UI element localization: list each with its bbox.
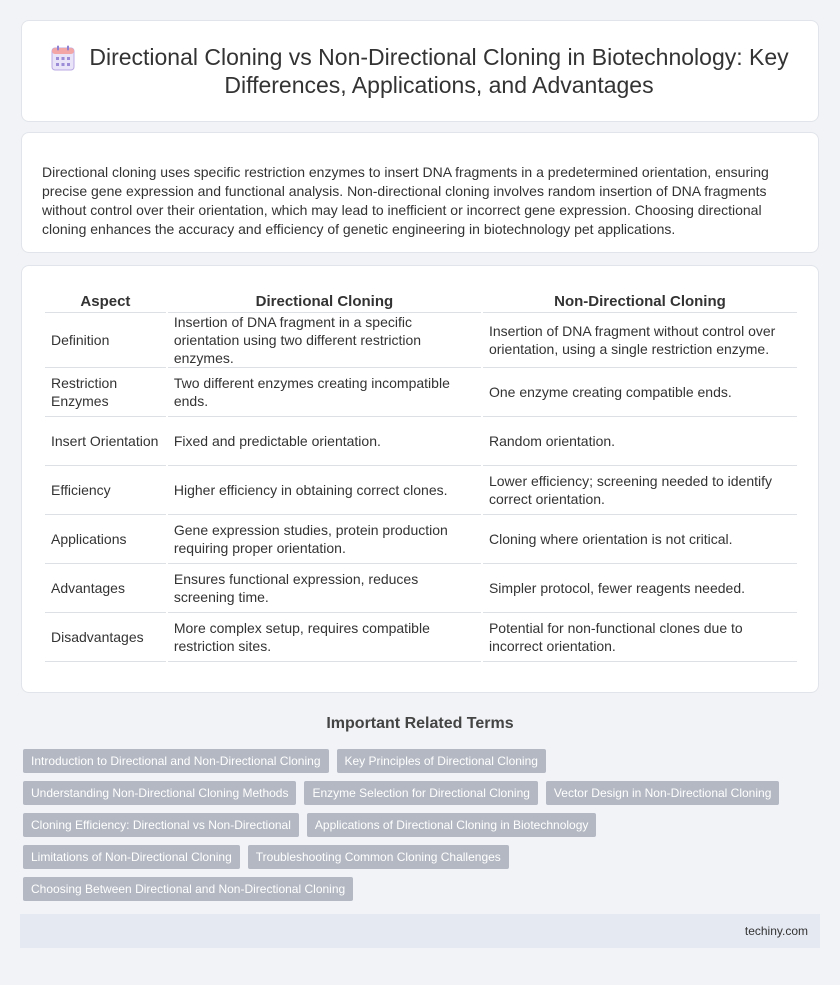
header-non-directional: Non-Directional Cloning bbox=[483, 286, 797, 313]
row-directional: More complex setup, requires compatible restriction sites. bbox=[168, 613, 481, 662]
row-aspect: Applications bbox=[45, 515, 166, 564]
row-aspect: Insert Orientation bbox=[45, 417, 166, 466]
related-term-tag[interactable]: Enzyme Selection for Directional Cloning bbox=[304, 781, 537, 805]
related-term-tag[interactable]: Key Principles of Directional Cloning bbox=[337, 749, 546, 773]
row-aspect: Restriction Enzymes bbox=[45, 368, 166, 417]
header-card bbox=[21, 20, 819, 122]
row-non-directional: Lower efficiency; screening needed to identify correct orientation. bbox=[483, 466, 797, 515]
table-row bbox=[45, 368, 797, 417]
row-non-directional: Cloning where orientation is not critical. bbox=[483, 515, 797, 564]
related-term-tag[interactable]: Applications of Directional Cloning in Biotechnology bbox=[307, 813, 597, 837]
row-non-directional: Insertion of DNA fragment without control over orientation, using a single restriction enzyme. bbox=[483, 313, 797, 368]
row-aspect: Advantages bbox=[45, 564, 166, 613]
calendar-grid-icon bbox=[51, 45, 75, 71]
footer-site-link[interactable]: techiny.com bbox=[744, 924, 808, 938]
table-row bbox=[45, 417, 797, 466]
row-aspect: Efficiency bbox=[45, 466, 166, 515]
table-row bbox=[45, 313, 797, 368]
row-aspect: Disadvantages bbox=[45, 613, 166, 662]
related-term-tag[interactable]: Understanding Non-Directional Cloning Methods bbox=[23, 781, 296, 805]
table-row bbox=[45, 466, 797, 515]
row-non-directional: Potential for non-functional clones due to incorrect orientation. bbox=[483, 613, 797, 662]
table-header-row bbox=[45, 286, 797, 313]
row-directional: Higher efficiency in obtaining correct clones. bbox=[168, 466, 481, 515]
table-row bbox=[45, 515, 797, 564]
related-term-tag[interactable]: Vector Design in Non-Directional Cloning bbox=[546, 781, 779, 805]
table-row bbox=[45, 613, 797, 662]
page-title: Directional Cloning vs Non-Directional Cloning in Biotechnology: Key Differences, Applications, and Advantages bbox=[89, 44, 789, 98]
row-directional: Fixed and predictable orientation. bbox=[168, 417, 481, 466]
row-directional: Ensures functional expression, reduces screening time. bbox=[168, 564, 481, 613]
intro-card bbox=[21, 132, 819, 253]
row-aspect: Definition bbox=[45, 313, 166, 368]
header-aspect: Aspect bbox=[45, 286, 166, 313]
row-directional: Two different enzymes creating incompatible ends. bbox=[168, 368, 481, 417]
related-terms-title: Important Related Terms bbox=[326, 715, 514, 732]
related-term-tag[interactable]: Limitations of Non-Directional Cloning bbox=[23, 845, 240, 869]
related-term-tag[interactable]: Troubleshooting Common Cloning Challenges bbox=[248, 845, 509, 869]
comparison-table-card bbox=[21, 265, 819, 693]
header-directional: Directional Cloning bbox=[168, 286, 481, 313]
row-directional: Insertion of DNA fragment in a specific orientation using two different restriction enzymes. bbox=[168, 313, 481, 368]
row-non-directional: Simpler protocol, fewer reagents needed. bbox=[483, 564, 797, 613]
related-term-tag[interactable]: Introduction to Directional and Non-Directional Cloning bbox=[23, 749, 329, 773]
table-row bbox=[45, 564, 797, 613]
related-terms-list bbox=[21, 749, 819, 901]
footer bbox=[20, 914, 820, 948]
related-term-tag[interactable]: Cloning Efficiency: Directional vs Non-Directional bbox=[23, 813, 299, 837]
row-non-directional: One enzyme creating compatible ends. bbox=[483, 368, 797, 417]
intro-text: Directional cloning uses specific restriction enzymes to insert DNA fragments in a predetermined orientation, ensuring precise gene expression and functional analysis. Non-directional cloning involves random insertion of DNA fragments without control over their orientation, which may lead to inefficient or incorrect gene expression. Choosing directional cloning enhances the accuracy and efficiency of genetic engineering in biotechnology pet applications. bbox=[42, 164, 769, 237]
related-term-tag[interactable]: Choosing Between Directional and Non-Directional Cloning bbox=[23, 877, 353, 901]
row-directional: Gene expression studies, protein production requiring proper orientation. bbox=[168, 515, 481, 564]
row-non-directional: Random orientation. bbox=[483, 417, 797, 466]
comparison-table bbox=[43, 286, 799, 662]
